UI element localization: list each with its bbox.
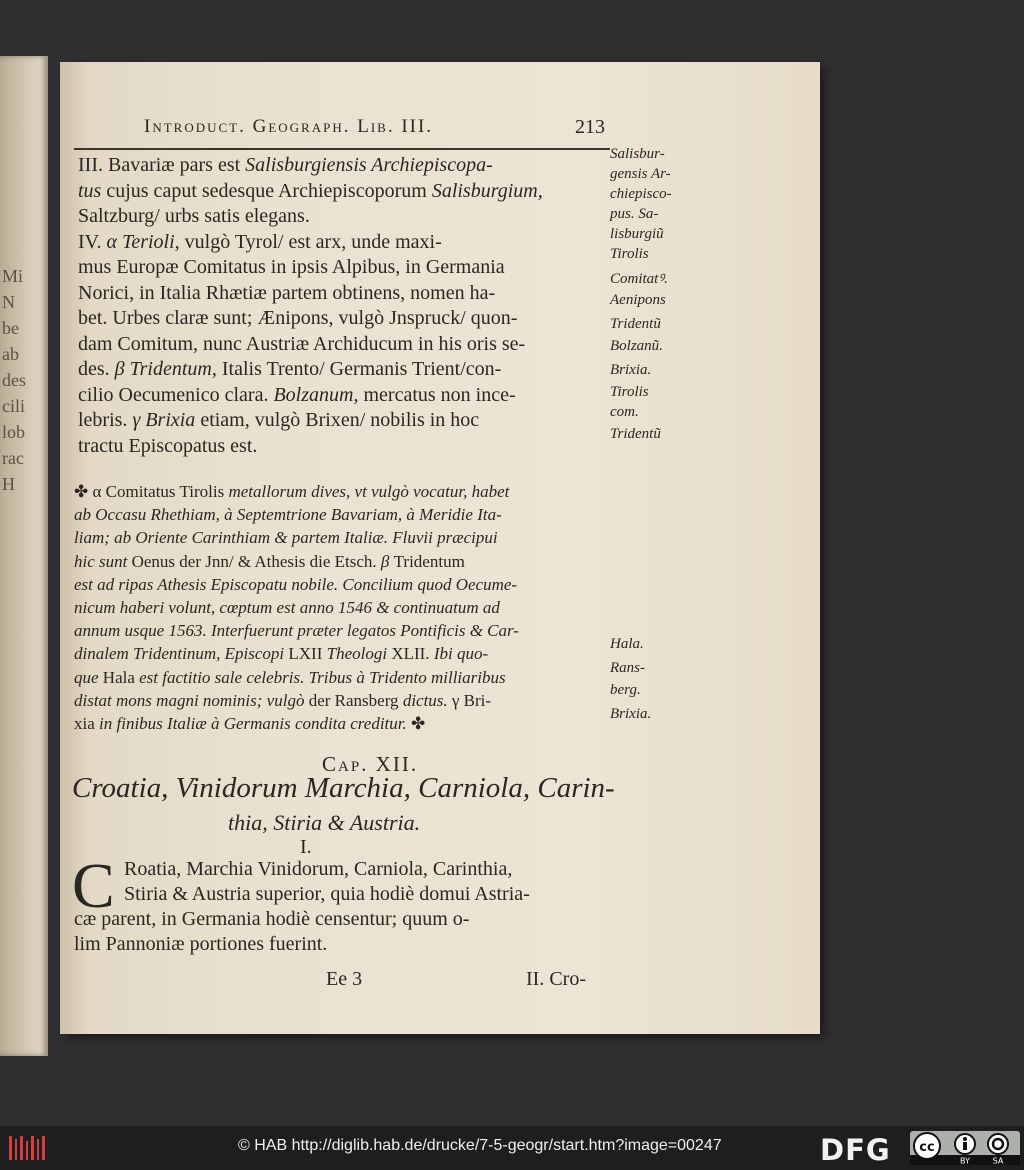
prev-page-fragment: des — [2, 370, 26, 390]
body-line — [78, 231, 442, 254]
side-note: berg. — [610, 682, 641, 698]
text-run: Tridentum — [389, 551, 465, 571]
page-number: 213 — [575, 116, 605, 138]
cc-license-icon[interactable] — [910, 1131, 1020, 1165]
previous-page-edge — [0, 56, 48, 1056]
body-line — [78, 435, 257, 458]
text-run: lim Pannoniæ portiones fuerint. — [74, 933, 328, 955]
text-run: dam Comitum, nunc Austriæ Archiducum in his oris se- — [78, 332, 526, 355]
paragraph-line — [124, 883, 530, 906]
text-run: LXII — [284, 644, 327, 664]
body-line — [78, 282, 495, 305]
side-note: Rans- — [610, 660, 645, 676]
side-note: chiepisco- — [610, 186, 672, 202]
side-note: Salisbur- — [610, 146, 665, 162]
side-note: Tridentũ — [610, 316, 661, 332]
body-line — [78, 333, 525, 356]
prev-page-fragment: N — [2, 292, 15, 312]
text-run: IV. — [78, 230, 107, 253]
note-line — [74, 668, 506, 688]
text-run: ab Occasu Rhethiam, à Septemtrione Bavariam, à Meridie Ita- — [74, 505, 502, 525]
note-line — [74, 528, 498, 548]
text-run: γ Brixia — [132, 409, 196, 431]
paragraph-line — [74, 908, 469, 931]
text-run: est factitio sale celebris. Tribus à Tridento milliaribus — [139, 667, 506, 687]
side-note: Comitatꝰ. — [610, 271, 668, 287]
note-line — [74, 482, 509, 502]
text-run: in finibus Italiæ à Germanis condita creditur. — [99, 714, 407, 733]
text-run: α Terioli, — [106, 230, 180, 253]
catchword: II. Cro- — [526, 968, 586, 990]
text-run: mus Europæ Comitatus in ipsis Alpibus, in Germania — [78, 256, 505, 278]
chapter-title-line-1: Croatia, Vinidorum Marchia, Carniola, Carin- — [72, 772, 615, 804]
prev-page-fragment: lob — [2, 422, 26, 442]
text-run: etiam, vulgò Brixen/ nobilis in hoc — [195, 409, 480, 431]
text-run: Ibi quo- — [433, 644, 489, 664]
side-note: Tirolis — [610, 246, 649, 262]
text-run: annum usque 1563. Interfuerunt præter legatos Pontificis & Car- — [74, 621, 519, 641]
text-run: ✤ α Comitatus Tirolis — [74, 482, 229, 501]
text-run: que — [74, 667, 99, 687]
side-note: Bolzanũ. — [610, 338, 663, 354]
running-title: Introduct. Geograph. Lib. III. — [144, 116, 434, 137]
side-note: gensis Ar- — [610, 166, 671, 182]
text-run: vulgò Tyrol/ est arx, unde maxi- — [179, 230, 442, 253]
side-note: lisburgiũ — [610, 226, 664, 242]
side-note: Tridentũ — [610, 426, 661, 442]
text-run: γ Bri- — [447, 690, 492, 710]
note-line — [74, 552, 465, 572]
header-rule — [74, 148, 610, 150]
text-run: Hala — [98, 667, 140, 687]
note-line — [74, 691, 491, 711]
text-run: Norici, in Italia Rhætiæ partem obtinens, nomen ha- — [78, 281, 496, 304]
text-run: xia — [74, 714, 100, 733]
note-line — [74, 575, 517, 595]
body-line — [78, 409, 479, 432]
text-run: dinalem Tridentinum, Episcopi — [74, 644, 285, 664]
text-run: Salisburgiensis Archiepiscopa- — [245, 154, 493, 176]
prev-page-fragment: ab — [2, 344, 19, 364]
prev-page-fragment: cili — [2, 396, 25, 416]
side-note: Hala. — [610, 636, 644, 652]
text-run: XLII. — [387, 644, 434, 664]
text-run: tractu Episcopatus est. — [78, 434, 258, 457]
side-note: com. — [610, 404, 639, 420]
text-run: dictus. — [402, 690, 448, 710]
body-line — [78, 205, 310, 228]
text-run: metallorum dives, vt vulgò vocatur, habet — [228, 482, 510, 501]
text-run: est ad ripas Athesis Episcopatu nobile. Concilium quod Oecume- — [74, 574, 518, 594]
chapter-number: Cap. XII. — [322, 752, 419, 776]
text-run: tus — [78, 179, 102, 202]
text-run: distat mons magni nominis; vulgò — [74, 690, 305, 710]
side-note: Aenipons — [610, 292, 666, 308]
text-run: des. — [78, 358, 115, 380]
svg-text:cc: cc — [919, 1140, 935, 1155]
chapter-title-line-2: thia, Stiria & Austria. — [228, 810, 421, 835]
note-line — [74, 598, 500, 618]
text-run: Oenus der Jnn/ & Athesis die Etsch. — [127, 551, 381, 571]
section-number: I. — [300, 836, 312, 858]
side-note: Tirolis — [610, 384, 649, 400]
prev-page-fragment: be — [2, 318, 19, 338]
signature-mark: Ee 3 — [326, 968, 363, 990]
book-page — [60, 62, 820, 1034]
license-label-by: BY — [960, 1156, 970, 1165]
text-run: bet. Urbes claræ sunt; Ænipons, vulgò Jnspruck/ quon- — [78, 307, 518, 329]
side-note: Brixia. — [610, 362, 652, 378]
text-run: cujus caput sedesque Archiepiscoporum — [101, 179, 432, 202]
body-line — [78, 384, 516, 407]
side-note: Brixia. — [610, 706, 652, 722]
copyright-link[interactable]: © HAB http://diglib.hab.de/drucke/7-5-geogr/start.htm?image=00247 — [238, 1137, 722, 1154]
note-line — [74, 644, 488, 664]
body-line — [78, 154, 493, 177]
text-run: III. Bavariæ pars est — [78, 154, 246, 176]
paragraph-line — [74, 933, 327, 956]
prev-page-fragment: rac — [2, 448, 24, 468]
text-run: Theologi — [326, 644, 388, 664]
body-line — [78, 180, 543, 203]
side-note: pus. Sa- — [610, 206, 659, 222]
body-line — [78, 307, 517, 330]
prev-page-fragment: H — [2, 474, 15, 494]
text-run: β Tridentum, — [114, 358, 217, 380]
hab-barcode-icon — [8, 1134, 48, 1162]
text-run: lebris. — [78, 409, 133, 431]
license-label-sa: SA — [992, 1156, 1004, 1165]
text-run: Salisburgium, — [431, 179, 543, 202]
body-line — [78, 256, 505, 279]
drop-capital: C — [72, 850, 115, 921]
text-run: hic sunt — [74, 551, 128, 571]
text-run: Saltzburg/ urbs satis elegans. — [78, 205, 310, 227]
text-run: Bolzanum, — [273, 383, 359, 406]
text-run: β — [380, 551, 390, 571]
note-line — [74, 505, 502, 525]
note-line — [74, 714, 425, 734]
body-line — [78, 358, 501, 381]
text-run: liam; ab Oriente Carinthiam & partem Italiæ. Fluvii præcipui — [74, 528, 498, 548]
text-run: ✤ — [406, 714, 426, 733]
paragraph-line — [124, 858, 512, 881]
text-run: Stiria & Austria superior, quia hodiè domui Astria- — [124, 883, 530, 905]
text-run: Italis Trento/ Germanis Trient/con- — [216, 358, 502, 380]
text-run: mercatus non ince- — [358, 383, 516, 406]
dfg-logo: DFG — [820, 1133, 891, 1167]
text-run: cæ parent, in Germania hodiè censentur; quum o- — [74, 908, 470, 930]
note-line — [74, 621, 519, 641]
text-run: nicum haberi volunt, cœptum est anno 1546 & continuatum ad — [74, 598, 500, 617]
prev-page-fragment: Mi — [2, 266, 24, 286]
text-run: cilio Oecumenico clara. — [78, 383, 274, 406]
text-run: Roatia, Marchia Vinidorum, Carniola, Carinthia, — [124, 858, 513, 880]
footer-bar — [0, 1126, 1024, 1170]
text-run: der Ransberg — [304, 690, 403, 710]
